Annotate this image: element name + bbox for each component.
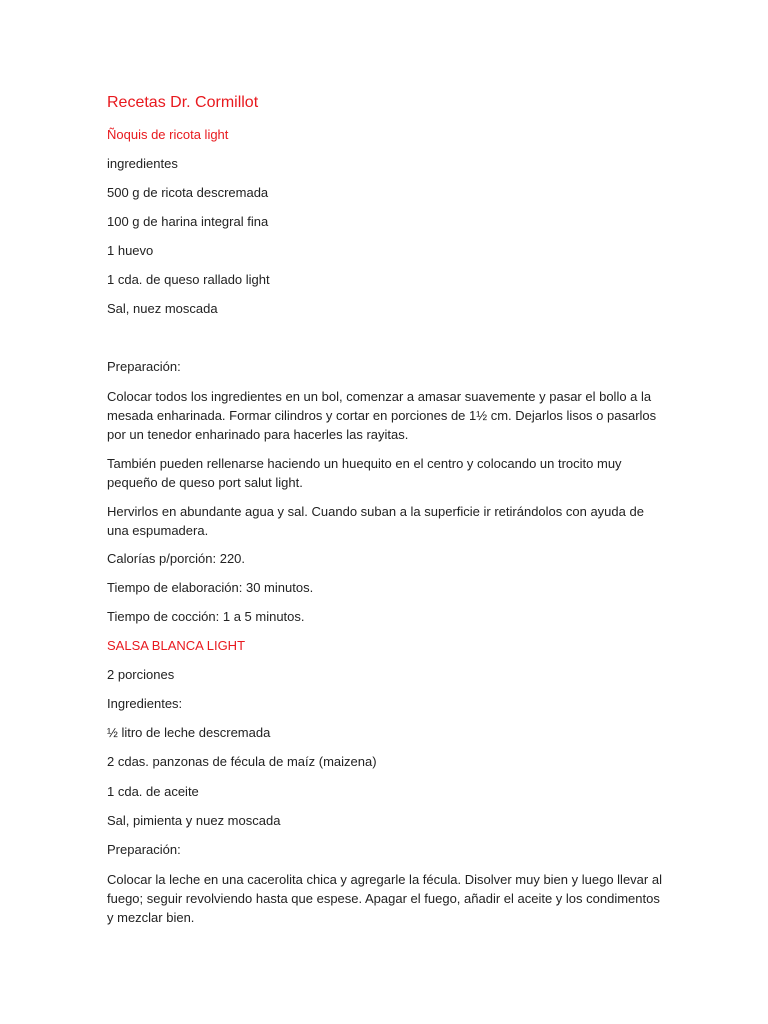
ingredient-item: 1 cda. de queso rallado light xyxy=(107,272,270,287)
preparation-step: Hervirlos en abundante agua y sal. Cuando suban a la superficie ir retirándolos con ayuda de una espumadera. xyxy=(107,504,644,538)
document-title: Recetas Dr. Cormillot xyxy=(107,94,259,111)
preparation-heading: Preparación: xyxy=(107,359,181,374)
ingredient-item: 100 g de harina integral fina xyxy=(107,214,269,229)
portions-line: 2 porciones xyxy=(107,667,175,682)
ingredient-item: 500 g de ricota descremada xyxy=(107,185,269,200)
ingredient-item: 1 cda. de aceite xyxy=(107,784,199,799)
ingredient-item: Sal, pimienta y nuez moscada xyxy=(107,813,281,828)
preparation-step: Colocar la leche en una cacerolita chica y agregarle la fécula. Disolver muy bien y luego llevar al fuego; seguir revolviendo hasta que espese. Apagar el fuego, añadir el aceite y los condimentos y mezclar bien. xyxy=(107,872,662,925)
ingredient-item: ½ litro de leche descremada xyxy=(107,725,271,740)
recipe-title-salsa: SALSA BLANCA LIGHT xyxy=(107,638,246,653)
preparation-heading: Preparación: xyxy=(107,842,181,857)
ingredient-item: 2 cdas. panzonas de fécula de maíz (maizena) xyxy=(107,754,377,769)
ingredient-item: Sal, nuez moscada xyxy=(107,301,218,316)
preparation-step: También pueden rellenarse haciendo un huequito en el centro y colocando un trocito muy pequeño de queso port salut light. xyxy=(107,456,622,490)
ingredients-heading: ingredientes xyxy=(107,156,178,171)
ingredients-heading: Ingredientes: xyxy=(107,696,183,711)
prep-time-line: Tiempo de elaboración: 30 minutos. xyxy=(107,580,314,595)
cook-time-line: Tiempo de cocción: 1 a 5 minutos. xyxy=(107,609,305,624)
ingredient-item: 1 huevo xyxy=(107,243,154,258)
calories-line: Calorías p/porción: 220. xyxy=(107,551,246,566)
recipe-title-noquis: Ñoquis de ricota light xyxy=(107,127,229,142)
preparation-step: Colocar todos los ingredientes en un bol, comenzar a amasar suavemente y pasar el bollo a la mesada enharinada. Formar cilindros y cortar en porciones de 1½ cm. Dejarlos lisos o pasarlos por un tenedor enharinado para hacerles las rayitas. xyxy=(107,389,657,442)
